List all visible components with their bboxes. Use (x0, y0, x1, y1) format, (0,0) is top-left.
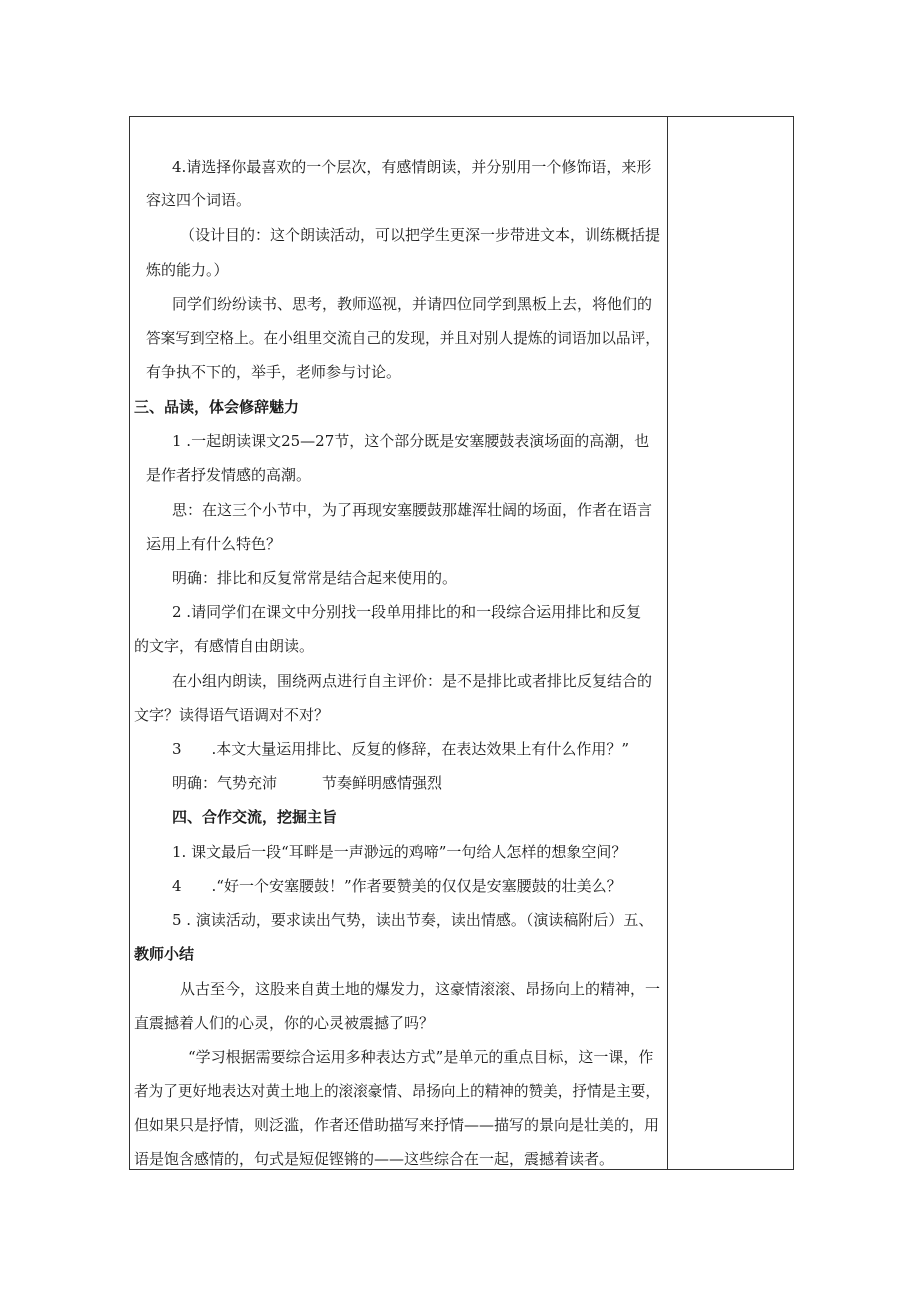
text-line: 是作者抒发情感的高潮。 (146, 466, 312, 484)
text-line: （设计目的：这个朗读活动，可以把学生更深一步带进文本，训练概括提 (180, 226, 661, 244)
text-line: 语是饱含感情的，句式是短促铿锵的——这些综合在一起，震撼着读者。 (134, 1150, 615, 1168)
text-line: 4 .“好一个安塞腰鼓！”作者要赞美的仅仅是安塞腰鼓的壮美么？ (172, 877, 622, 895)
text-line: 容这四个词语。 (146, 191, 252, 209)
text-line: “学习根据需要综合运用多种表达方式”是单元的重点目标，这一课，作 (188, 1048, 654, 1066)
notes-cell (668, 117, 793, 1169)
text-line: 者为了更好地表达对黄土地上的滚滚豪情、昂扬向上的精神的赞美，抒情是主要， (134, 1082, 661, 1100)
text-line: 但如果只是抒情，则泛滥，作者还借助描写来抒情——描写的景向是壮美的，用 (134, 1116, 660, 1134)
text-line: 答案写到空格上。在小组里交流自己的发现，并且对别人提炼的词语加以品评， (146, 329, 660, 347)
section-heading: 三、品读，体会修辞魅力 (134, 398, 300, 416)
text-line: 3 .本文大量运用排比、反复的修辞，在表达效果上有什么作用？” (172, 740, 629, 758)
text-line: 的文字，有感情自由朗读。 (134, 637, 315, 655)
text-line: 有争执不下的，举手，老师参与讨论。 (146, 363, 402, 381)
text-line: 5 . 演读活动，要求读出气势，读出节奏，读出情感。（演读稿附后）五、 (172, 911, 654, 929)
text-line: 直震撼着人们的心灵，你的心灵被震撼了吗？ (134, 1014, 435, 1032)
text-line: 1. 课文最后一段“耳畔是一声渺远的鸡啼”一句给人怎样的想象空间？ (172, 843, 627, 861)
text-line: 明确：排比和反复常常是结合起来使用的。 (172, 569, 458, 587)
text-line: 在小组内朗读，围绕两点进行自主评价：是不是排比或者排比反复结合的 (172, 672, 653, 690)
section-heading: 教师小结 (134, 945, 195, 963)
text-line: 思：在这三个小节中，为了再现安塞腰鼓那雄浑壮阔的场面，作者在语言 (172, 501, 653, 519)
section-heading: 四、合作交流，挖掘主旨 (172, 808, 338, 826)
text-line: 4.请选择你最喜欢的一个层次，有感情朗读，并分别用一个修饰语，来形 (172, 158, 652, 176)
text-line: 1 .一起朗读课文25—27节，这个部分既是安塞腰鼓表演场面的高潮，也 (172, 432, 650, 450)
text-line: 炼的能力。） (146, 261, 229, 279)
text-line: 运用上有什么特色？ (146, 535, 282, 553)
text-line: 从古至今，这股来自黄土地的爆发力，这豪情滚滚、昂扬向上的精神，一 (180, 980, 661, 998)
lesson-content-cell (130, 117, 667, 1169)
text-line: 明确：气势充沛 节奏鲜明感情强烈 (172, 774, 443, 792)
text-line: 同学们纷纷读书、思考，教师巡视，并请四位同学到黑板上去，将他们的 (172, 295, 653, 313)
text-line: 2 .请同学们在课文中分别找一段单用排比的和一段综合运用排比和反复 (172, 603, 642, 621)
text-line: 文字？读得语气语调对不对？ (134, 706, 330, 724)
lesson-table (129, 116, 794, 1170)
